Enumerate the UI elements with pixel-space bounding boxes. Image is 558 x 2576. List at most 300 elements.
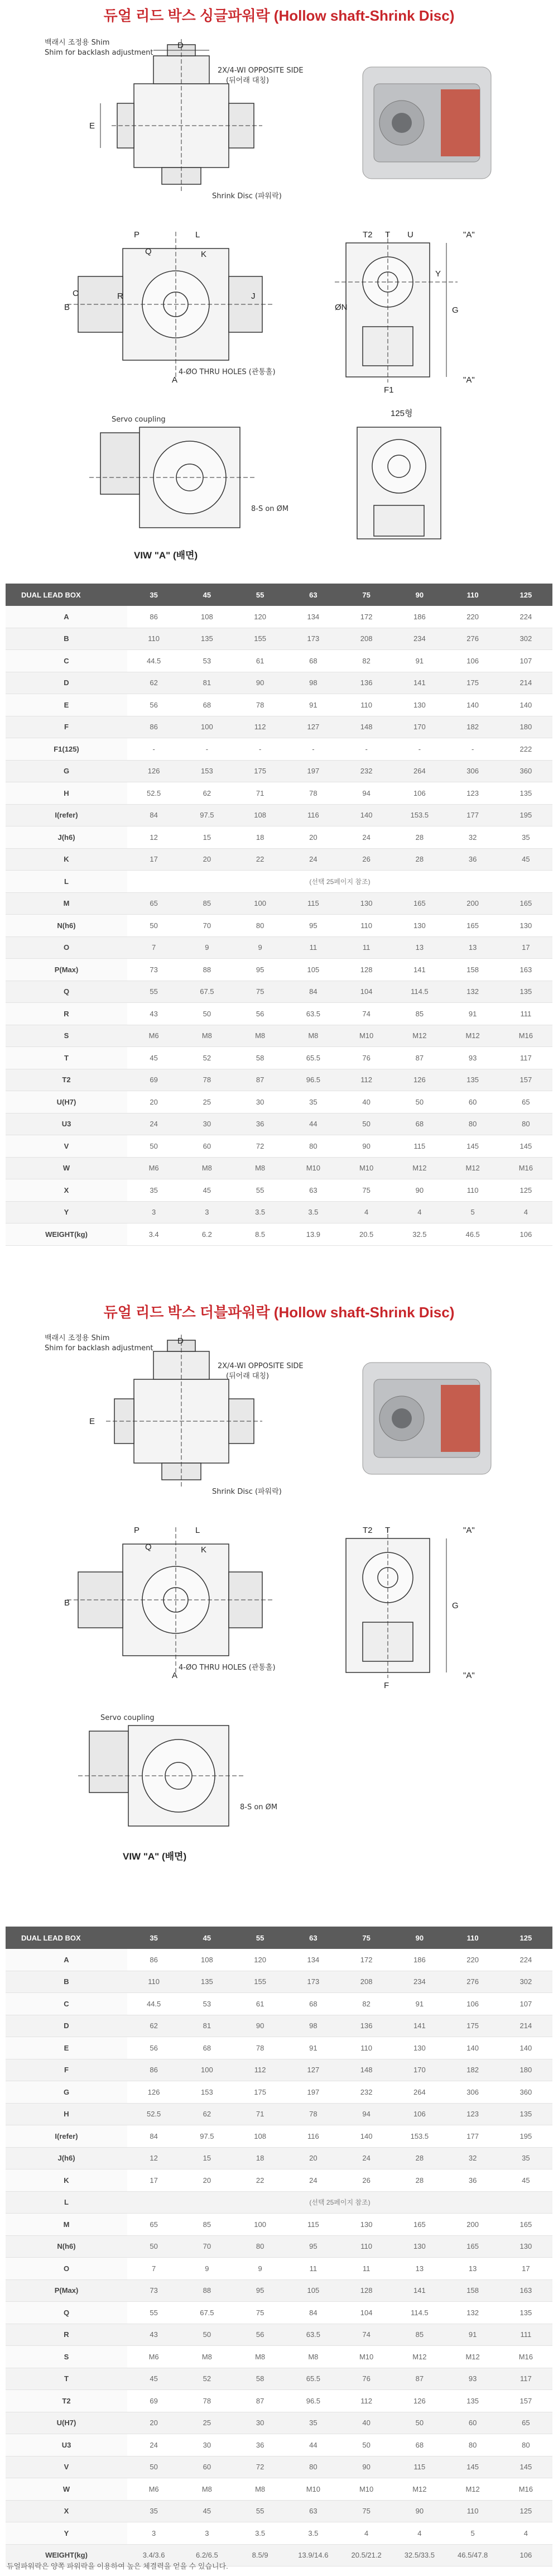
table-row (6, 2302, 552, 2324)
row-label: WEIGHT(kg) (6, 2544, 127, 2567)
table-cell: 264 (393, 760, 446, 782)
table-cell: 73 (127, 959, 180, 981)
table-cell: M12 (446, 2478, 499, 2501)
table-cell: 30 (180, 2434, 233, 2456)
table-cell: 220 (446, 1949, 499, 1971)
table-cell: M6 (127, 1157, 180, 1179)
table-cell: 11 (340, 2258, 393, 2280)
table-cell: 11 (287, 2258, 340, 2280)
table-cell: 36 (234, 2434, 287, 2456)
dim-P-label: P (134, 230, 140, 240)
table-cell: 20 (127, 2412, 180, 2434)
table-cell: 68 (180, 694, 233, 716)
table-cell: 214 (499, 2015, 552, 2037)
dim-Y-label: Y (435, 269, 441, 279)
row-label: O (6, 2258, 127, 2280)
table-cell: 165 (499, 892, 552, 915)
table-cell: 90 (234, 2015, 287, 2037)
shim-note-kr: 백래시 조정용 Shim (45, 39, 110, 47)
table-cell: 3 (180, 1201, 233, 1224)
view-a-label: VIW "A" (배면) (134, 550, 198, 561)
table-cell: 100 (234, 2214, 287, 2236)
table-cell: 55 (234, 2500, 287, 2522)
table-cell: 65 (499, 2412, 552, 2434)
table-cell: M16 (499, 1025, 552, 1047)
table-cell: 78 (180, 2390, 233, 2412)
table-row (6, 2125, 552, 2148)
table-cell: 276 (446, 628, 499, 650)
table-cell: 50 (180, 1003, 233, 1025)
table-cell: 128 (340, 959, 393, 981)
table-cell: 68 (180, 2037, 233, 2059)
table-row (6, 694, 552, 716)
table-cell: 35 (287, 1091, 340, 1113)
table-cell: 175 (234, 2081, 287, 2104)
table-cell: M10 (287, 2478, 340, 2501)
table-header-size: 75 (340, 1927, 393, 1949)
table-cell: 3 (127, 1201, 180, 1224)
table-cell: M12 (393, 1157, 446, 1179)
table-cell: 5 (446, 1201, 499, 1224)
table-cell: 302 (499, 628, 552, 650)
table-cell: 91 (393, 1993, 446, 2015)
dim-P-label-2: P (134, 1526, 140, 1535)
table-cell: 123 (446, 2103, 499, 2125)
table-cell: 3 (180, 2522, 233, 2545)
table-cell: 35 (127, 2500, 180, 2522)
table-cell: 36 (234, 1113, 287, 1135)
table-cell: 117 (499, 1047, 552, 1069)
table-cell: 107 (499, 1993, 552, 2015)
dim-K-label-2: K (201, 1545, 207, 1555)
table-cell: 85 (393, 2324, 446, 2346)
table-cell: 130 (393, 915, 446, 937)
table-row (6, 2191, 552, 2214)
table-cell: 175 (446, 672, 499, 694)
table-cell: 43 (127, 2324, 180, 2346)
table-cell: 17 (127, 2169, 180, 2192)
table-header-size: 125 (499, 1927, 552, 1949)
table-cell: 78 (287, 782, 340, 805)
table-cell: 91 (287, 694, 340, 716)
table-cell: 155 (234, 628, 287, 650)
rear-view-drawing-2 (33, 1698, 525, 1871)
table-cell: - (127, 738, 180, 761)
table-cell: 165 (393, 892, 446, 915)
table-cell: 45 (499, 848, 552, 871)
table-cell: 65 (499, 1091, 552, 1113)
table-cell: M8 (180, 1025, 233, 1047)
table-cell: 12 (127, 2147, 180, 2169)
table-cell: 80 (234, 915, 287, 937)
table-cell: 153 (180, 2081, 233, 2104)
rear-view-drawing-1 (33, 399, 525, 567)
table-row (6, 915, 552, 937)
table-cell: 61 (234, 650, 287, 672)
table-cell: 56 (127, 2037, 180, 2059)
table-cell: 90 (393, 1179, 446, 1202)
table-cell: 114.5 (393, 2302, 446, 2324)
table-cell: 110 (340, 694, 393, 716)
dim-K-label: K (201, 250, 207, 259)
table-cell: 65 (127, 2214, 180, 2236)
table-cell: 145 (446, 1135, 499, 1158)
table-cell: 106 (499, 2544, 552, 2567)
table-cell: 120 (234, 606, 287, 628)
table-cell: 135 (180, 628, 233, 650)
table-cell: 61 (234, 1993, 287, 2015)
row-label: O (6, 936, 127, 959)
table-cell: 75 (340, 1179, 393, 1202)
row-label: B (6, 628, 127, 650)
table-cell: 13.9/14.6 (287, 2544, 340, 2567)
opposite-note-2: 2X/4-WI OPPOSITE SIDE (218, 1362, 304, 1370)
table-cell: 134 (287, 1949, 340, 1971)
table-cell: 91 (446, 1003, 499, 1025)
table-cell: 35 (499, 2147, 552, 2169)
table-row (6, 1157, 552, 1179)
table-cell: 157 (499, 1069, 552, 1091)
table-row (6, 936, 552, 959)
top-view-drawing-2 (33, 1329, 525, 1508)
row-label: D (6, 2015, 127, 2037)
table-cell: 96.5 (287, 2390, 340, 2412)
table-header-size: 45 (180, 1927, 233, 1949)
table-cell: 110 (446, 2500, 499, 2522)
table-cell: 36 (446, 2169, 499, 2192)
spec-table-2 (6, 1927, 552, 2567)
table-row (6, 826, 552, 849)
table-cell: 44 (287, 2434, 340, 2456)
row-label: S (6, 2346, 127, 2368)
product-photo-1 (363, 67, 491, 179)
table-cell: 13 (393, 936, 446, 959)
section2-title: 듀얼 리드 박스 더블파워락 (Hollow shaft-Shrink Disc) (103, 1304, 455, 1321)
table-cell: 55 (127, 981, 180, 1003)
table-cell: 6.2 (180, 1224, 233, 1246)
dim-L-label-2: L (195, 1526, 200, 1535)
shrink-disc-note-2: Shrink Disc (파워락) (212, 1488, 282, 1496)
table-row (6, 716, 552, 738)
table-cell: M8 (234, 2346, 287, 2368)
table-cell: 165 (499, 2214, 552, 2236)
table-cell: 106 (393, 782, 446, 805)
table-header-label: DUAL LEAD BOX (6, 1927, 127, 1949)
table-cell: 141 (393, 2279, 446, 2302)
dim-D-label: D (177, 41, 184, 50)
opposite-note: 2X/4-WI OPPOSITE SIDE (218, 66, 304, 75)
table-cell: 84 (127, 2125, 180, 2148)
row-label: U3 (6, 1113, 127, 1135)
row-label: H (6, 2103, 127, 2125)
table-cell: 157 (499, 2390, 552, 2412)
table-row (6, 1135, 552, 1158)
table-cell: 127 (287, 2059, 340, 2081)
table-cell: 4 (393, 1201, 446, 1224)
row-label: W (6, 1157, 127, 1179)
table-cell: 20.5/21.2 (340, 2544, 393, 2567)
table-header-size: 63 (287, 1927, 340, 1949)
table-cell: 112 (340, 2390, 393, 2412)
a-mark-top: "A" (463, 230, 475, 240)
table-row (6, 2147, 552, 2169)
opposite-note-kr: (뒤어래 대칭) (226, 77, 270, 85)
dim-F-label-2: F (384, 1681, 389, 1690)
dim-Q-label-2: Q (145, 1542, 152, 1552)
table-cell: 135 (446, 2390, 499, 2412)
dim-D-label-2: D (177, 1336, 184, 1346)
table-cell: 127 (287, 716, 340, 738)
table-cell: 197 (287, 2081, 340, 2104)
table-cell: 115 (393, 2456, 446, 2478)
a-mark-bottom: "A" (463, 375, 475, 385)
row-label: P(Max) (6, 959, 127, 981)
table-cell: 82 (340, 650, 393, 672)
dim-N-label: ØN (335, 303, 348, 312)
table-cell: 105 (287, 959, 340, 981)
table-cell: 50 (180, 2324, 233, 2346)
table-cell: 140 (340, 804, 393, 826)
table-cell: 108 (234, 804, 287, 826)
table-cell: 11 (340, 936, 393, 959)
table-row (6, 2456, 552, 2478)
table-cell: 97.5 (180, 804, 233, 826)
table-cell: 125 (499, 1179, 552, 1202)
table-header-size: 90 (393, 584, 446, 606)
servo-note-2: Servo coupling (100, 1714, 155, 1722)
table-cell: 6.2/6.5 (180, 2544, 233, 2567)
table-row (6, 2412, 552, 2434)
table-cell: 148 (340, 2059, 393, 2081)
a-mark-bottom-2: "A" (463, 1671, 475, 1680)
table-header-size: 110 (446, 584, 499, 606)
table-cell: 43 (127, 1003, 180, 1025)
table-cell: 70 (180, 2235, 233, 2258)
table-row (6, 1993, 552, 2015)
table-cell: 134 (287, 606, 340, 628)
table-cell: 172 (340, 606, 393, 628)
table-row (6, 848, 552, 871)
table-cell: M12 (446, 1025, 499, 1047)
table-row (6, 650, 552, 672)
table-cell: M8 (234, 1157, 287, 1179)
row-label: E (6, 694, 127, 716)
table-cell: 112 (340, 1069, 393, 1091)
table-cell: 140 (499, 2037, 552, 2059)
table-cell: 20 (180, 848, 233, 871)
table-row (6, 1949, 552, 1971)
table-cell: 175 (446, 2015, 499, 2037)
footnote: 듀얼파워락은 양쪽 파워락을 이용하여 높은 체결력을 얻을 수 있습니다. (7, 2562, 228, 2570)
table-cell: 148 (340, 716, 393, 738)
table-cell: - (340, 738, 393, 761)
table-cell: 180 (499, 716, 552, 738)
table-cell: 165 (393, 2214, 446, 2236)
table-cell: 126 (127, 2081, 180, 2104)
shrink-disc-note: Shrink Disc (파워락) (212, 192, 282, 200)
spec-table-1-header (6, 584, 552, 606)
table-cell: 106 (446, 1993, 499, 2015)
table-cell: 98 (287, 2015, 340, 2037)
row-label: T2 (6, 1069, 127, 1091)
thru-holes-note: 4-ØO THRU HOLES (관통홀) (179, 368, 276, 376)
table-row (6, 2279, 552, 2302)
table-header-size: 90 (393, 1927, 446, 1949)
row-label: G (6, 760, 127, 782)
table-cell: 8.5 (234, 1224, 287, 1246)
table-cell: 20 (127, 1091, 180, 1113)
table-cell: 153.5 (393, 2125, 446, 2148)
table-cell: 58 (234, 1047, 287, 1069)
table-cell: 24 (287, 2169, 340, 2192)
table-cell: 112 (234, 2059, 287, 2081)
table-cell: M12 (446, 1157, 499, 1179)
row-label: WEIGHT(kg) (6, 1224, 127, 1246)
table-cell: 68 (393, 2434, 446, 2456)
table-cell: 12 (127, 826, 180, 849)
table-cell: 45 (180, 1179, 233, 1202)
table-cell: 62 (180, 2103, 233, 2125)
table-cell: 80 (446, 1113, 499, 1135)
table-cell: 120 (234, 1949, 287, 1971)
table-cell: 306 (446, 2081, 499, 2104)
table-cell: M16 (499, 1157, 552, 1179)
table-cell: 50 (127, 915, 180, 937)
table-cell: 170 (393, 716, 446, 738)
dim-T-label: T (385, 230, 391, 240)
table-cell: 4 (393, 2522, 446, 2545)
shim-note-kr-2: 백래시 조정용 Shim (45, 1334, 110, 1342)
table-cell: 46.5/47.8 (446, 2544, 499, 2567)
dim-A-label: A (172, 375, 178, 385)
table-row (6, 738, 552, 761)
table-cell: 96.5 (287, 1069, 340, 1091)
row-label: X (6, 1179, 127, 1202)
table-cell: 115 (393, 1135, 446, 1158)
table-cell: 74 (340, 2324, 393, 2346)
table-cell: 86 (127, 716, 180, 738)
table-cell: 76 (340, 2368, 393, 2390)
table-cell: 80 (287, 1135, 340, 1158)
table-cell: 44.5 (127, 1993, 180, 2015)
table-cell: 111 (499, 2324, 552, 2346)
table-cell: 85 (393, 1003, 446, 1025)
table-cell: 116 (287, 804, 340, 826)
table-cell: 88 (180, 959, 233, 981)
table-cell: 87 (393, 1047, 446, 1069)
row-label: A (6, 1949, 127, 1971)
table-row (6, 2346, 552, 2368)
dim-J-label: J (251, 291, 256, 301)
table-cell: 145 (446, 2456, 499, 2478)
table-cell: 90 (393, 2500, 446, 2522)
table-cell: M10 (340, 1157, 393, 1179)
table-cell: 3 (127, 2522, 180, 2545)
table-cell: 32 (446, 826, 499, 849)
table-cell: 94 (340, 2103, 393, 2125)
table-cell: M16 (499, 2346, 552, 2368)
table-cell: 45 (499, 2169, 552, 2192)
dim-R-label: R (117, 291, 123, 301)
front-side-drawing-2 (33, 1511, 525, 1695)
row-label: Q (6, 2302, 127, 2324)
table-cell: 108 (180, 606, 233, 628)
table-cell: 45 (180, 2500, 233, 2522)
table-cell: 115 (287, 2214, 340, 2236)
table-cell: 9 (234, 2258, 287, 2280)
table-cell: 177 (446, 2125, 499, 2148)
table-header-label: DUAL LEAD BOX (6, 584, 127, 606)
table-cell: 126 (393, 2390, 446, 2412)
table-cell: 158 (446, 2279, 499, 2302)
table-cell: 136 (340, 2015, 393, 2037)
table-cell: 3.4 (127, 1224, 180, 1246)
table-cell: 20 (287, 826, 340, 849)
table-row (6, 2037, 552, 2059)
table-header-size: 125 (499, 584, 552, 606)
table-cell: 130 (340, 892, 393, 915)
table-cell: 7 (127, 936, 180, 959)
row-label: V (6, 1135, 127, 1158)
table-cell: 17 (127, 848, 180, 871)
table-cell: 141 (393, 959, 446, 981)
table-cell: 56 (127, 694, 180, 716)
table-cell: M8 (234, 2478, 287, 2501)
table-cell: 86 (127, 606, 180, 628)
shim-note-en: Shim for backlash adjustment (45, 49, 153, 57)
table-cell: 155 (234, 1971, 287, 1993)
table-cell: 75 (234, 981, 287, 1003)
table-cell: 163 (499, 959, 552, 981)
bolt-note-2: 8-S on ØM (240, 1803, 278, 1812)
table-cell: 91 (393, 650, 446, 672)
table-row (6, 981, 552, 1003)
table-header-size: 55 (234, 584, 287, 606)
table-cell: 95 (234, 2279, 287, 2302)
table-cell: 302 (499, 1971, 552, 1993)
table-cell: 110 (340, 915, 393, 937)
table-row (6, 782, 552, 805)
front-side-drawing-1 (33, 215, 525, 399)
table-cell: 67.5 (180, 2302, 233, 2324)
row-label: C (6, 650, 127, 672)
table-cell: 165 (446, 915, 499, 937)
table-cell: 69 (127, 1069, 180, 1091)
table-cell: 90 (340, 1135, 393, 1158)
table-cell: 232 (340, 760, 393, 782)
table-cell: 50 (393, 1091, 446, 1113)
table-cell: 80 (499, 1113, 552, 1135)
table-cell: 18 (234, 826, 287, 849)
shim-note-en-2: Shim for backlash adjustment (45, 1344, 153, 1352)
row-label: I(refer) (6, 804, 127, 826)
table-cell: 86 (127, 2059, 180, 2081)
table-cell: 20 (287, 2147, 340, 2169)
table-cell: M6 (127, 2478, 180, 2501)
table-cell: 65.5 (287, 1047, 340, 1069)
table-cell: 97.5 (180, 2125, 233, 2148)
table-cell: 87 (234, 2390, 287, 2412)
dim-E-label-2: E (89, 1417, 95, 1426)
table-cell: 3.5 (234, 2522, 287, 2545)
table-cell: 50 (340, 2434, 393, 2456)
table-cell: M12 (393, 2478, 446, 2501)
table-cell: 78 (234, 2037, 287, 2059)
row-label: U(H7) (6, 1091, 127, 1113)
table-cell: 112 (234, 716, 287, 738)
table-cell: 26 (340, 848, 393, 871)
table-cell: 110 (340, 2235, 393, 2258)
